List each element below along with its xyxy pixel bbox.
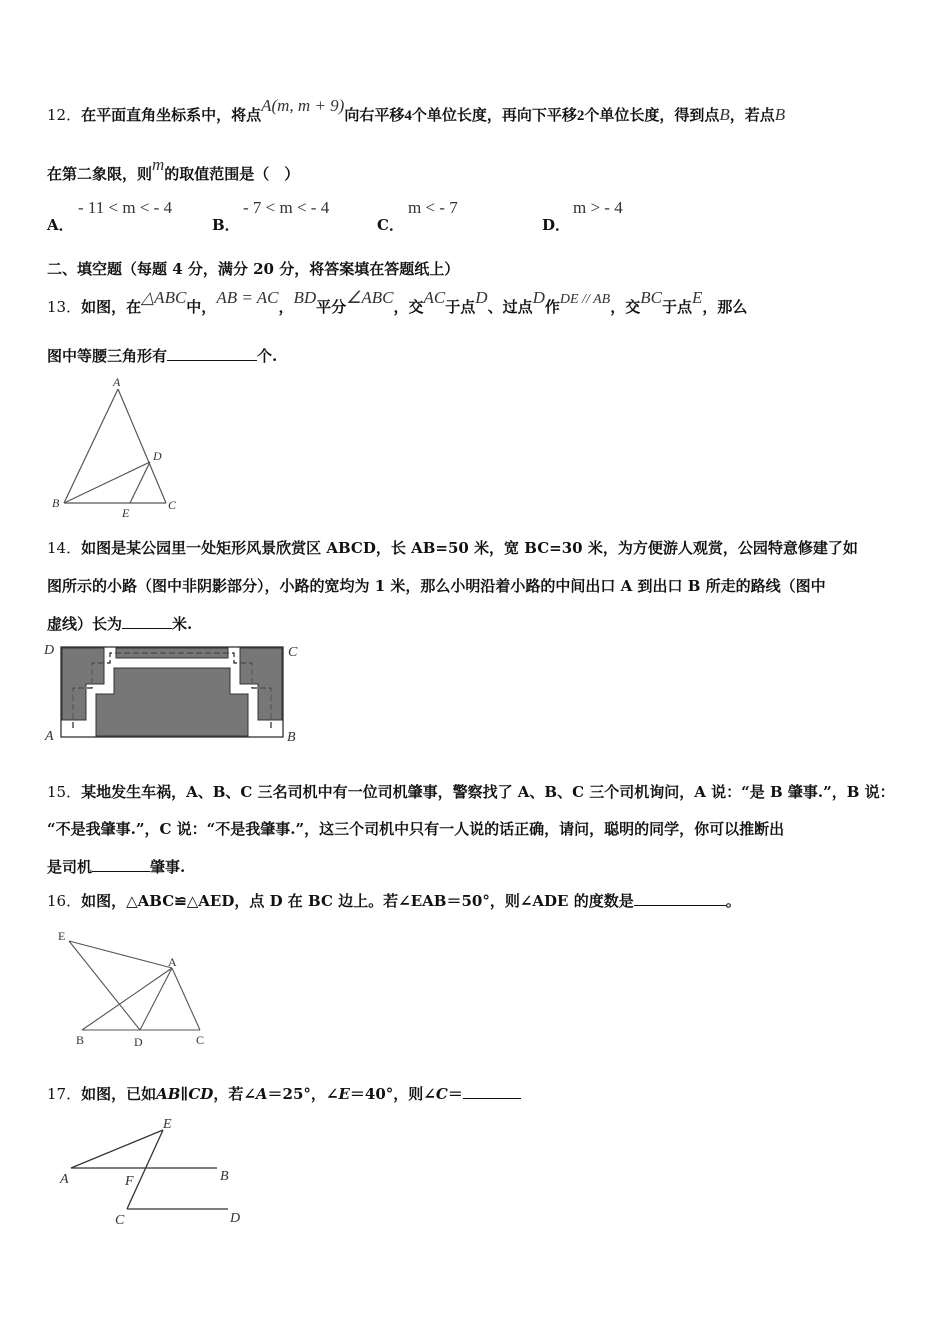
q13-line2: 图中等腰三角形有 个. <box>47 347 278 365</box>
option-a-expr: - 11 < m < - 4 <box>78 198 173 217</box>
q15-line2: “不是我肇事.”，C 说：“不是我肇事.”，这三个司机中只有一人说的话正确，请问，聪明的同学，你可以推断出 <box>47 820 785 838</box>
q16-label-e: E <box>58 929 66 943</box>
q13-answer-blank[interactable] <box>167 346 257 361</box>
q12-line1: 12．在平面直角坐标系中，将点A(m, m + 9)向右平移4个单位长度，再向下平移2个单位长度，得到点B，若点B <box>47 96 786 124</box>
q13-line1: 13．如图，在△ABC中，AB = AC，BD平分∠ABC，交AC于点D、过点D作DE // AB，交BC于点E，那么 <box>47 288 748 316</box>
q17-label-d: D <box>230 1211 241 1226</box>
q16-answer-blank[interactable] <box>634 891 726 906</box>
q14-label-c: C <box>288 645 298 660</box>
q14-label-d: D <box>44 643 55 658</box>
q17-label-b: B <box>220 1169 229 1184</box>
q14-label-a: A <box>45 729 54 744</box>
option-a-label: A． <box>47 216 74 234</box>
q12-line2: 在第二象限，则m的取值范围是（ ） <box>47 155 300 183</box>
option-c-expr: m < - 7 <box>408 198 458 217</box>
q14-line3: 虚线）长为 米. <box>47 615 193 633</box>
q12-number: 12． <box>47 106 82 124</box>
q15-answer-blank[interactable] <box>92 857 150 872</box>
option-b-expr: - 7 < m < - 4 <box>243 198 330 217</box>
q17-figure <box>55 1112 255 1230</box>
q13-label-a: A <box>113 375 121 389</box>
q16-label-d: D <box>134 1035 143 1049</box>
q13-label-c: C <box>168 498 177 512</box>
q14-figure <box>42 640 307 746</box>
q13-label-e: E <box>122 506 130 520</box>
q16-figure <box>52 922 222 1050</box>
q17-label-e: E <box>163 1117 172 1132</box>
q16-label-a: A <box>168 955 177 969</box>
q16-label-b: B <box>76 1033 85 1047</box>
option-b-label: B． <box>212 216 240 234</box>
q16-line1: 16．如图，△ABC≌△AED，点 D 在 BC 边上。若∠EAB＝50°，则∠ADE 的度数是 。 <box>47 892 741 910</box>
q13-label-b: B <box>52 496 60 510</box>
option-c-label: C． <box>377 216 404 234</box>
q17-line1: 17．如图，已如AB∥CD，若∠A＝25°，∠E＝40°，则∠C＝ <box>47 1083 521 1104</box>
q15-line3: 是司机 肇事. <box>47 858 186 876</box>
option-d-expr: m > - 4 <box>573 198 623 217</box>
q14-line1: 14．如图是某公园里一处矩形风景欣赏区 ABCD，长 AB=50 米，宽 BC=30 米，为方便游人观赏，公园特意修建了如 <box>47 539 858 557</box>
q14-label-b: B <box>287 730 296 745</box>
q14-line2: 图所示的小路（图中非阴影部分），小路的宽均为 1 米，那么小明沿着小路的中间出口 A 到出口 B 所走的路线（图中 <box>47 577 826 595</box>
q17-label-c: C <box>115 1213 125 1228</box>
option-d-label: D． <box>542 216 571 234</box>
q15-line1: 15．某地发生车祸，A、B、C 三名司机中有一位司机肇事，警察找了 A、B、C 三个司机询问，A 说：“是 B 肇事.”，B 说： <box>47 783 895 801</box>
q16-label-c: C <box>196 1033 205 1047</box>
q13-label-d: D <box>153 449 162 463</box>
q17-label-a: A <box>60 1172 69 1187</box>
q12-point-a: A(m, m + 9) <box>261 96 345 115</box>
q17-label-f: F <box>125 1174 134 1189</box>
q17-answer-blank[interactable] <box>463 1084 521 1099</box>
q14-answer-blank[interactable] <box>122 614 172 629</box>
section-2-heading: 二、填空题（每题 4 分，满分 20 分，将答案填在答题纸上） <box>47 260 460 278</box>
q13-figure <box>50 372 190 522</box>
